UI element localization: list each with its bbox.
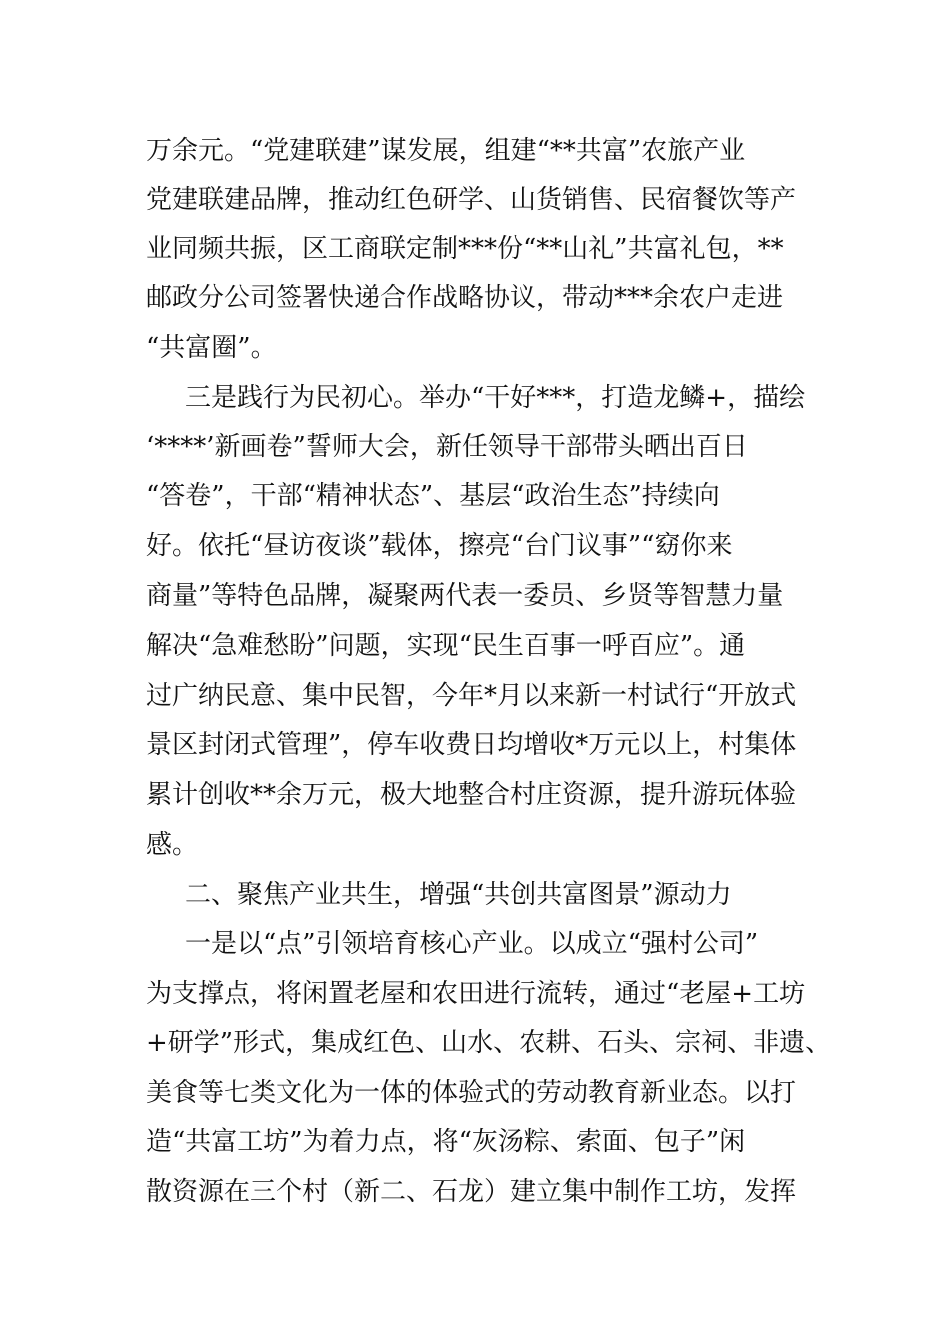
- text-line-13: 景区封闭式管理”，停车收费日均增收*万元以上，村集体: [146, 730, 797, 760]
- text-line-19: +研学”形式，集成红色、山水、农耕、石头、宗祠、非遗、: [146, 1028, 832, 1058]
- text-line-3: 业同频共振，区工商联定制***份“**山礼”共富礼包，**: [146, 234, 784, 264]
- text-line-5: “共富圈”。: [146, 333, 277, 363]
- text-line-2: 党建联建品牌，推动红色研学、山货销售、民宿餐饮等产: [146, 185, 797, 215]
- text-line-4: 邮政分公司签署快递合作战略协议，带动***余农户走进: [146, 283, 784, 313]
- text-line-12: 过广纳民意、集中民智，今年*月以来新一村试行“开放式: [146, 681, 797, 711]
- text-line-20: 美食等七类文化为一体的体验式的劳动教育新业态。以打: [146, 1078, 797, 1108]
- text-line-17: 一是以“点”引领培育核心产业。以成立“强村公司”: [185, 929, 759, 959]
- text-line-14: 累计创收**余万元，极大地整合村庄资源，提升游玩体验: [146, 780, 797, 810]
- text-line-11: 解决“急难愁盼”问题，实现“民生百事一呼百应”。通: [146, 631, 746, 661]
- text-line-9: 好。依托“昼访夜谈”载体，擦亮“台门议事”“窈你来: [146, 531, 733, 561]
- text-line-1: 万余元。“党建联建”谋发展，组建“**共富”农旅产业: [146, 136, 746, 166]
- section-heading: 二、聚焦产业共生，增强“共创共富图景”源动力: [185, 880, 732, 910]
- text-line-22: 散资源在三个村（新二、石龙）建立集中制作工坊，发挥: [146, 1177, 797, 1207]
- text-line-18: 为支撑点，将闲置老屋和农田进行流转，通过“老屋+工坊: [146, 979, 806, 1009]
- text-line-10: 商量”等特色品牌，凝聚两代表一委员、乡贤等智慧力量: [146, 581, 784, 611]
- text-line-6: 三是践行为民初心。举办“干好***，打造龙鳞+，描绘: [185, 383, 806, 413]
- text-line-7: ‘****’新画卷”誓师大会，新任领导干部带头晒出百日: [146, 432, 748, 462]
- text-line-21: 造“共富工坊”为着力点，将“灰汤粽、索面、包子”闲: [146, 1127, 746, 1157]
- text-line-15: 感。: [146, 830, 199, 860]
- text-line-8: “答卷”，干部“精神状态”、基层“政治生态”持续向: [146, 481, 720, 511]
